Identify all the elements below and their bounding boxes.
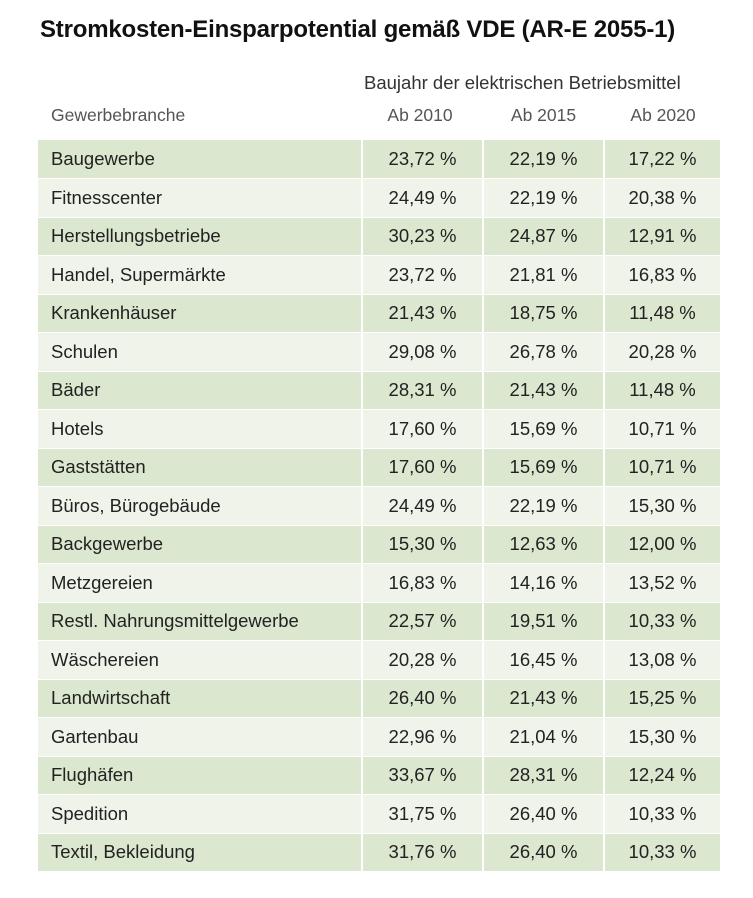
table-row <box>38 371 720 410</box>
column-header-ab-2015: Ab 2015 <box>510 105 577 125</box>
value-cell-ab-2010: 31,76 % <box>362 833 483 872</box>
table-row <box>38 448 720 487</box>
value-cell-ab-2010: 17,60 % <box>362 410 483 449</box>
column-headers <box>38 105 720 131</box>
value-cell-ab-2010: 31,75 % <box>362 795 483 834</box>
value-cell-ab-2015: 26,40 % <box>483 795 604 834</box>
value-cell-ab-2020: 11,48 % <box>604 371 720 410</box>
branche-cell: Flughäfen <box>38 756 362 795</box>
value-cell-ab-2015: 22,19 % <box>483 179 604 218</box>
value-cell-ab-2010: 23,72 % <box>362 256 483 295</box>
branche-cell: Textil, Bekleidung <box>38 833 362 872</box>
value-cell-ab-2015: 14,16 % <box>483 564 604 603</box>
value-cell-ab-2010: 22,57 % <box>362 602 483 641</box>
value-cell-ab-2010: 29,08 % <box>362 333 483 372</box>
value-cell-ab-2020: 12,00 % <box>604 525 720 564</box>
branche-cell: Gartenbau <box>38 718 362 757</box>
value-cell-ab-2010: 24,49 % <box>362 179 483 218</box>
value-cell-ab-2010: 26,40 % <box>362 679 483 718</box>
branche-cell: Krankenhäuser <box>38 294 362 333</box>
value-cell-ab-2015: 19,51 % <box>483 602 604 641</box>
value-cell-ab-2010: 24,49 % <box>362 487 483 526</box>
value-cell-ab-2015: 28,31 % <box>483 756 604 795</box>
value-cell-ab-2015: 12,63 % <box>483 525 604 564</box>
value-cell-ab-2020: 20,28 % <box>604 333 720 372</box>
branche-cell: Gaststätten <box>38 448 362 487</box>
table-row <box>38 217 720 256</box>
value-cell-ab-2010: 20,28 % <box>362 641 483 680</box>
value-cell-ab-2015: 26,78 % <box>483 333 604 372</box>
branche-cell: Büros, Bürogebäude <box>38 487 362 526</box>
value-cell-ab-2010: 21,43 % <box>362 294 483 333</box>
table-row <box>38 756 720 795</box>
savings-table <box>38 140 720 872</box>
value-cell-ab-2010: 22,96 % <box>362 718 483 757</box>
value-cell-ab-2020: 11,48 % <box>604 294 720 333</box>
table-row <box>38 333 720 372</box>
table-row <box>38 795 720 834</box>
value-cell-ab-2020: 10,33 % <box>604 795 720 834</box>
table-row <box>38 564 720 603</box>
value-cell-ab-2020: 10,33 % <box>604 602 720 641</box>
value-cell-ab-2020: 10,71 % <box>604 410 720 449</box>
branche-cell: Restl. Nahrungsmittelgewerbe <box>38 602 362 641</box>
value-cell-ab-2015: 24,87 % <box>483 217 604 256</box>
value-cell-ab-2015: 26,40 % <box>483 833 604 872</box>
table-row <box>38 140 720 179</box>
value-cell-ab-2010: 17,60 % <box>362 448 483 487</box>
branche-cell: Schulen <box>38 333 362 372</box>
table-row <box>38 410 720 449</box>
branche-cell: Wäschereien <box>38 641 362 680</box>
value-cell-ab-2020: 16,83 % <box>604 256 720 295</box>
value-cell-ab-2015: 16,45 % <box>483 641 604 680</box>
value-cell-ab-2020: 15,30 % <box>604 487 720 526</box>
table-row <box>38 487 720 526</box>
value-cell-ab-2015: 15,69 % <box>483 448 604 487</box>
table-row <box>38 602 720 641</box>
branche-cell: Fitnesscenter <box>38 179 362 218</box>
branche-cell: Bäder <box>38 371 362 410</box>
table-row <box>38 294 720 333</box>
column-header-ab-2020: Ab 2020 <box>630 105 696 125</box>
value-cell-ab-2020: 13,08 % <box>604 641 720 680</box>
branche-cell: Spedition <box>38 795 362 834</box>
value-cell-ab-2020: 13,52 % <box>604 564 720 603</box>
table-row <box>38 179 720 218</box>
column-group-header: Baujahr der elektrischen Betriebsmittel <box>364 72 681 93</box>
branche-cell: Metzgereien <box>38 564 362 603</box>
value-cell-ab-2020: 15,25 % <box>604 679 720 718</box>
table-row <box>38 525 720 564</box>
value-cell-ab-2010: 30,23 % <box>362 217 483 256</box>
branche-cell: Landwirtschaft <box>38 679 362 718</box>
value-cell-ab-2015: 21,04 % <box>483 718 604 757</box>
value-cell-ab-2020: 17,22 % <box>604 140 720 179</box>
table-row <box>38 833 720 872</box>
table-row <box>38 679 720 718</box>
value-cell-ab-2010: 16,83 % <box>362 564 483 603</box>
value-cell-ab-2015: 21,43 % <box>483 679 604 718</box>
value-cell-ab-2010: 33,67 % <box>362 756 483 795</box>
value-cell-ab-2010: 23,72 % <box>362 140 483 179</box>
value-cell-ab-2015: 22,19 % <box>483 140 604 179</box>
branche-cell: Handel, Supermärkte <box>38 256 362 295</box>
branche-cell: Backgewerbe <box>38 525 362 564</box>
value-cell-ab-2010: 28,31 % <box>362 371 483 410</box>
table-row <box>38 256 720 295</box>
value-cell-ab-2020: 12,24 % <box>604 756 720 795</box>
column-header-branche: Gewerbebranche <box>51 105 186 125</box>
value-cell-ab-2020: 10,71 % <box>604 448 720 487</box>
table-row <box>38 641 720 680</box>
branche-cell: Hotels <box>38 410 362 449</box>
value-cell-ab-2010: 15,30 % <box>362 525 483 564</box>
table-row <box>38 718 720 757</box>
value-cell-ab-2020: 10,33 % <box>604 833 720 872</box>
page-title: Stromkosten-Einsparpotential gemäß VDE (AR-E 2055-1) <box>40 16 676 43</box>
value-cell-ab-2015: 22,19 % <box>483 487 604 526</box>
branche-cell: Baugewerbe <box>38 140 362 179</box>
value-cell-ab-2015: 21,43 % <box>483 371 604 410</box>
value-cell-ab-2020: 15,30 % <box>604 718 720 757</box>
value-cell-ab-2015: 21,81 % <box>483 256 604 295</box>
value-cell-ab-2015: 18,75 % <box>483 294 604 333</box>
branche-cell: Herstellungsbetriebe <box>38 217 362 256</box>
value-cell-ab-2020: 12,91 % <box>604 217 720 256</box>
value-cell-ab-2015: 15,69 % <box>483 410 604 449</box>
column-header-ab-2010: Ab 2010 <box>387 105 453 125</box>
value-cell-ab-2020: 20,38 % <box>604 179 720 218</box>
